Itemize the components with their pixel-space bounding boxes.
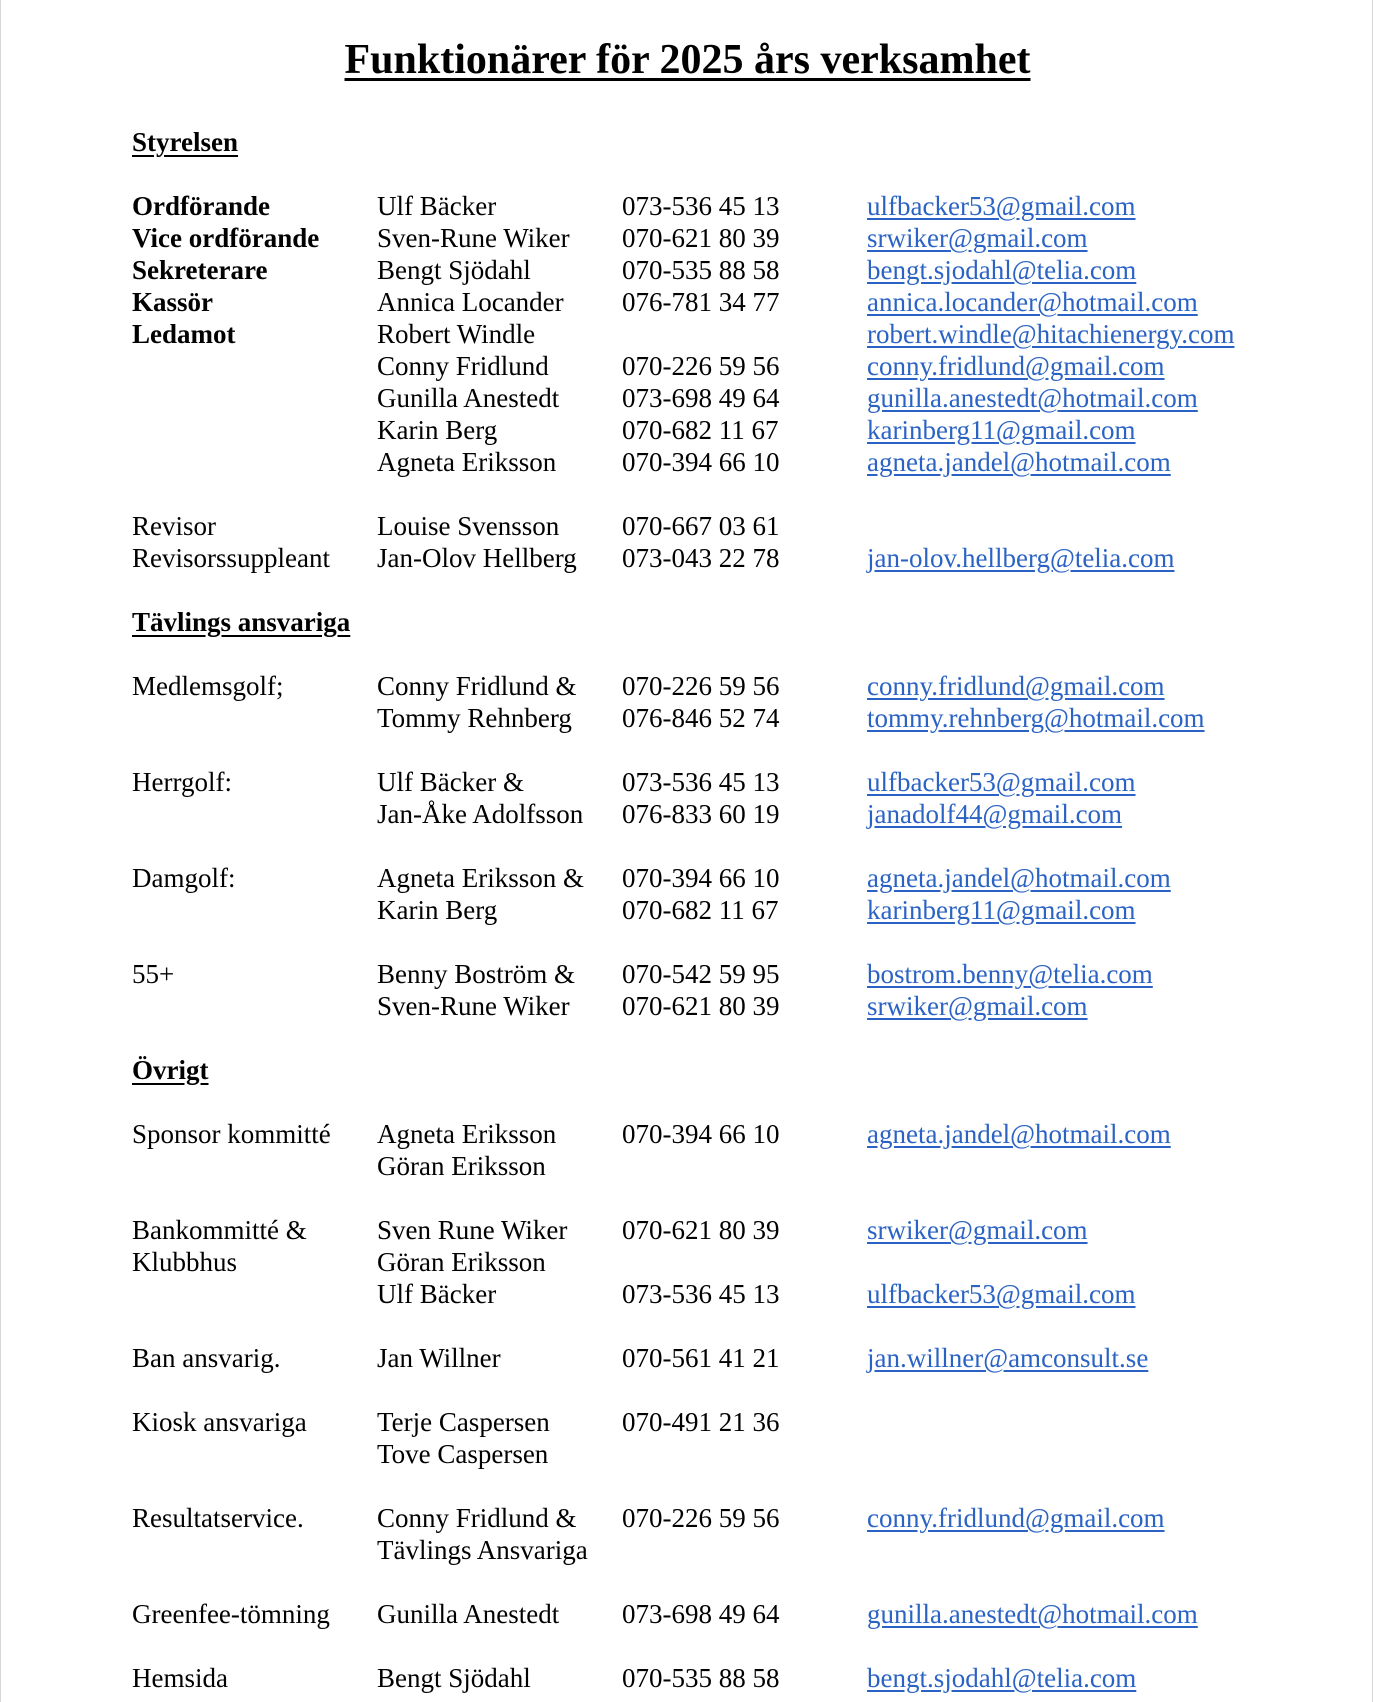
role-label bbox=[132, 446, 377, 478]
phone-number bbox=[622, 318, 867, 350]
official-row bbox=[132, 222, 1312, 254]
phone-number: 070-682 11 67 bbox=[622, 415, 779, 445]
role-label: Kiosk ansvariga bbox=[132, 1407, 307, 1437]
phone-number: 070-682 11 67 bbox=[622, 895, 779, 925]
role-label bbox=[132, 1150, 377, 1182]
official-row bbox=[132, 190, 1312, 222]
role-label bbox=[132, 414, 377, 446]
official-row bbox=[132, 446, 1312, 478]
email-cell bbox=[867, 702, 1312, 734]
email-cell bbox=[867, 542, 1312, 574]
phone-number: 076-833 60 19 bbox=[622, 799, 780, 829]
email-cell bbox=[867, 382, 1312, 414]
email-cell bbox=[867, 670, 1312, 702]
phone-number: 070-561 41 21 bbox=[622, 1343, 780, 1373]
group-spacer bbox=[132, 1566, 1312, 1598]
group-spacer bbox=[132, 1310, 1312, 1342]
official-row bbox=[132, 1278, 1312, 1310]
role-label: Medlemsgolf; bbox=[132, 671, 284, 701]
email-cell bbox=[867, 254, 1312, 286]
email-link[interactable]: gunilla.anestedt@hotmail.com bbox=[867, 383, 1198, 413]
person-name: Tommy Rehnberg bbox=[377, 703, 572, 733]
email-link[interactable]: tommy.rehnberg@hotmail.com bbox=[867, 703, 1205, 733]
group-spacer bbox=[132, 1374, 1312, 1406]
phone-number: 070-226 59 56 bbox=[622, 1503, 780, 1533]
email-link[interactable]: conny.fridlund@gmail.com bbox=[867, 351, 1165, 381]
official-row bbox=[132, 542, 1312, 574]
person-name: Jan Willner bbox=[377, 1343, 501, 1373]
email-link[interactable]: annica.locander@hotmail.com bbox=[867, 287, 1198, 317]
person-name: Gunilla Anestedt bbox=[377, 383, 560, 413]
phone-number bbox=[622, 1438, 867, 1470]
person-name: Tove Caspersen bbox=[377, 1439, 549, 1469]
email-link[interactable]: jan-olov.hellberg@telia.com bbox=[867, 543, 1175, 573]
phone-number: 073-536 45 13 bbox=[622, 767, 780, 797]
official-row bbox=[132, 350, 1312, 382]
email-cell bbox=[867, 350, 1312, 382]
email-cell bbox=[867, 1342, 1312, 1374]
official-row bbox=[132, 670, 1312, 702]
email-link[interactable]: janadolf44@gmail.com bbox=[867, 799, 1123, 829]
person-name: Karin Berg bbox=[377, 895, 498, 925]
email-link[interactable]: agneta.jandel@hotmail.com bbox=[867, 1119, 1171, 1149]
email-cell bbox=[867, 1150, 1312, 1182]
role-label: Sekreterare bbox=[132, 255, 268, 285]
person-name: Terje Caspersen bbox=[377, 1407, 550, 1437]
official-row bbox=[132, 1150, 1312, 1182]
email-cell bbox=[867, 798, 1312, 830]
role-label bbox=[132, 350, 377, 382]
person-name: Göran Eriksson bbox=[377, 1247, 546, 1277]
page-title: Funktionärer för 2025 års verksamhet bbox=[344, 37, 1031, 83]
phone-number: 073-536 45 13 bbox=[622, 1279, 780, 1309]
role-label: Revisor bbox=[132, 511, 216, 541]
email-link[interactable]: conny.fridlund@gmail.com bbox=[867, 671, 1165, 701]
email-cell bbox=[867, 1598, 1312, 1630]
phone-number: 070-394 66 10 bbox=[622, 447, 780, 477]
phone-number: 070-535 88 58 bbox=[622, 1663, 780, 1693]
phone-number: 070-621 80 39 bbox=[622, 1215, 780, 1245]
official-row bbox=[132, 414, 1312, 446]
phone-number: 070-667 03 61 bbox=[622, 511, 780, 541]
group-spacer bbox=[132, 926, 1312, 958]
official-row bbox=[132, 1502, 1312, 1534]
official-row bbox=[132, 382, 1312, 414]
email-link[interactable]: ulfbacker53@gmail.com bbox=[867, 191, 1136, 221]
email-link[interactable]: srwiker@gmail.com bbox=[867, 1215, 1088, 1245]
role-label bbox=[132, 1534, 377, 1566]
person-name: Karin Berg bbox=[377, 415, 498, 445]
group-spacer bbox=[132, 158, 1312, 190]
role-label: Ledamot bbox=[132, 319, 236, 349]
official-row bbox=[132, 1214, 1312, 1246]
official-row bbox=[132, 798, 1312, 830]
email-link[interactable]: conny.fridlund@gmail.com bbox=[867, 1503, 1165, 1533]
official-row bbox=[132, 1406, 1312, 1438]
email-link[interactable]: jan.willner@amconsult.se bbox=[867, 1343, 1149, 1373]
email-link[interactable]: bengt.sjodahl@telia.com bbox=[867, 255, 1137, 285]
person-name: Louise Svensson bbox=[377, 511, 560, 541]
phone-number: 070-226 59 56 bbox=[622, 671, 780, 701]
email-link[interactable]: bengt.sjodahl@telia.com bbox=[867, 1663, 1137, 1693]
officials-list bbox=[132, 126, 1312, 1694]
role-label: Hemsida bbox=[132, 1663, 228, 1693]
person-name: Sven Rune Wiker bbox=[377, 1215, 568, 1245]
phone-number: 070-491 21 36 bbox=[622, 1407, 780, 1437]
section-heading: Övrigt bbox=[132, 1055, 209, 1085]
email-cell bbox=[867, 222, 1312, 254]
official-row bbox=[132, 1342, 1312, 1374]
official-row bbox=[132, 1662, 1312, 1694]
person-name: Bengt Sjödahl bbox=[377, 1663, 531, 1693]
email-cell bbox=[867, 862, 1312, 894]
official-row bbox=[132, 702, 1312, 734]
official-row bbox=[132, 254, 1312, 286]
person-name: Ulf Bäcker bbox=[377, 191, 497, 221]
email-cell bbox=[867, 1118, 1312, 1150]
person-name: Annica Locander bbox=[377, 287, 564, 317]
person-name: Ulf Bäcker bbox=[377, 1279, 497, 1309]
phone-number: 073-698 49 64 bbox=[622, 1599, 780, 1629]
email-cell bbox=[867, 510, 1312, 542]
role-label: Vice ordförande bbox=[132, 223, 320, 253]
phone-number: 073-536 45 13 bbox=[622, 191, 780, 221]
person-name: Agneta Eriksson bbox=[377, 447, 557, 477]
email-cell bbox=[867, 446, 1312, 478]
role-label bbox=[132, 1278, 377, 1310]
email-cell bbox=[867, 1246, 1312, 1278]
phone-number: 073-043 22 78 bbox=[622, 543, 780, 573]
email-link[interactable]: ulfbacker53@gmail.com bbox=[867, 1279, 1136, 1309]
email-link[interactable]: gunilla.anestedt@hotmail.com bbox=[867, 1599, 1198, 1629]
group-spacer bbox=[132, 478, 1312, 510]
official-row bbox=[132, 286, 1312, 318]
email-link[interactable]: karinberg11@gmail.com bbox=[867, 415, 1136, 445]
phone-number: 070-535 88 58 bbox=[622, 255, 780, 285]
person-name: Agneta Eriksson bbox=[377, 1119, 557, 1149]
email-link[interactable]: srwiker@gmail.com bbox=[867, 991, 1088, 1021]
phone-number: 073-698 49 64 bbox=[622, 383, 780, 413]
email-link[interactable]: karinberg11@gmail.com bbox=[867, 895, 1136, 925]
official-row bbox=[132, 958, 1312, 990]
email-cell bbox=[867, 1438, 1312, 1470]
section-heading: Tävlings ansvariga bbox=[132, 607, 351, 637]
email-cell bbox=[867, 958, 1312, 990]
phone-number: 070-394 66 10 bbox=[622, 1119, 780, 1149]
role-label: Greenfee-tömning bbox=[132, 1599, 330, 1629]
official-row bbox=[132, 990, 1312, 1022]
person-name: Agneta Eriksson & bbox=[377, 863, 584, 893]
person-name: Robert Windle bbox=[377, 319, 536, 349]
role-label: Sponsor kommitté bbox=[132, 1119, 331, 1149]
role-label: Bankommitté & bbox=[132, 1215, 307, 1245]
group-spacer bbox=[132, 734, 1312, 766]
email-link[interactable]: bostrom.benny@telia.com bbox=[867, 959, 1153, 989]
email-cell bbox=[867, 766, 1312, 798]
person-name: Sven-Rune Wiker bbox=[377, 991, 570, 1021]
section-spacer bbox=[132, 574, 1312, 606]
phone-number: 070-621 80 39 bbox=[622, 223, 780, 253]
role-label bbox=[132, 990, 377, 1022]
email-cell bbox=[867, 1278, 1312, 1310]
role-label: Klubbhus bbox=[132, 1247, 238, 1277]
role-label bbox=[132, 1438, 377, 1470]
email-link[interactable]: srwiker@gmail.com bbox=[867, 223, 1088, 253]
role-label: Ban ansvarig. bbox=[132, 1343, 281, 1373]
role-label bbox=[132, 702, 377, 734]
person-name: Bengt Sjödahl bbox=[377, 255, 531, 285]
group-spacer bbox=[132, 638, 1312, 670]
email-link[interactable]: ulfbacker53@gmail.com bbox=[867, 767, 1136, 797]
email-link[interactable]: agneta.jandel@hotmail.com bbox=[867, 447, 1171, 477]
person-name: Jan-Åke Adolfsson bbox=[377, 799, 584, 829]
person-name: Conny Fridlund & bbox=[377, 1503, 577, 1533]
phone-number bbox=[622, 1246, 867, 1278]
official-row bbox=[132, 894, 1312, 926]
person-name: Jan-Olov Hellberg bbox=[377, 543, 577, 573]
person-name: Tävlings Ansvariga bbox=[377, 1535, 588, 1565]
section-spacer bbox=[132, 1022, 1312, 1054]
email-cell bbox=[867, 1662, 1312, 1694]
person-name: Gunilla Anestedt bbox=[377, 1599, 560, 1629]
email-cell bbox=[867, 414, 1312, 446]
official-row bbox=[132, 1598, 1312, 1630]
email-cell bbox=[867, 990, 1312, 1022]
official-row bbox=[132, 1246, 1312, 1278]
role-label: Kassör bbox=[132, 287, 213, 317]
phone-number: 076-846 52 74 bbox=[622, 703, 780, 733]
official-row bbox=[132, 318, 1312, 350]
group-spacer bbox=[132, 1630, 1312, 1662]
role-label: Resultatservice. bbox=[132, 1503, 304, 1533]
official-row bbox=[132, 862, 1312, 894]
role-label: Damgolf: bbox=[132, 863, 236, 893]
role-label bbox=[132, 382, 377, 414]
group-spacer bbox=[132, 1182, 1312, 1214]
person-name: Ulf Bäcker & bbox=[377, 767, 524, 797]
person-name: Conny Fridlund & bbox=[377, 671, 577, 701]
email-cell bbox=[867, 1214, 1312, 1246]
official-row bbox=[132, 766, 1312, 798]
section-heading: Styrelsen bbox=[132, 127, 238, 157]
email-cell bbox=[867, 318, 1312, 350]
email-cell bbox=[867, 1534, 1312, 1566]
official-row bbox=[132, 510, 1312, 542]
phone-number: 070-226 59 56 bbox=[622, 351, 780, 381]
phone-number: 070-394 66 10 bbox=[622, 863, 780, 893]
group-spacer bbox=[132, 1470, 1312, 1502]
email-cell bbox=[867, 190, 1312, 222]
group-spacer bbox=[132, 1086, 1312, 1118]
role-label: Herrgolf: bbox=[132, 767, 232, 797]
role-label bbox=[132, 798, 377, 830]
email-link[interactable]: agneta.jandel@hotmail.com bbox=[867, 863, 1171, 893]
person-name: Conny Fridlund bbox=[377, 351, 549, 381]
phone-number bbox=[622, 1150, 867, 1182]
official-row bbox=[132, 1118, 1312, 1150]
phone-number: 076-781 34 77 bbox=[622, 287, 780, 317]
email-cell bbox=[867, 894, 1312, 926]
official-row bbox=[132, 1438, 1312, 1470]
group-spacer bbox=[132, 830, 1312, 862]
phone-number: 070-542 59 95 bbox=[622, 959, 780, 989]
role-label: Ordförande bbox=[132, 191, 270, 221]
official-row bbox=[132, 1534, 1312, 1566]
person-name: Sven-Rune Wiker bbox=[377, 223, 570, 253]
email-link[interactable]: robert.windle@hitachienergy.com bbox=[867, 319, 1235, 349]
phone-number bbox=[622, 1534, 867, 1566]
person-name: Göran Eriksson bbox=[377, 1151, 546, 1181]
person-name: Benny Boström & bbox=[377, 959, 576, 989]
email-cell bbox=[867, 1406, 1312, 1438]
email-cell bbox=[867, 286, 1312, 318]
role-label: 55+ bbox=[132, 959, 175, 989]
role-label bbox=[132, 894, 377, 926]
email-cell bbox=[867, 1502, 1312, 1534]
phone-number: 070-621 80 39 bbox=[622, 991, 780, 1021]
role-label: Revisorssuppleant bbox=[132, 543, 330, 573]
